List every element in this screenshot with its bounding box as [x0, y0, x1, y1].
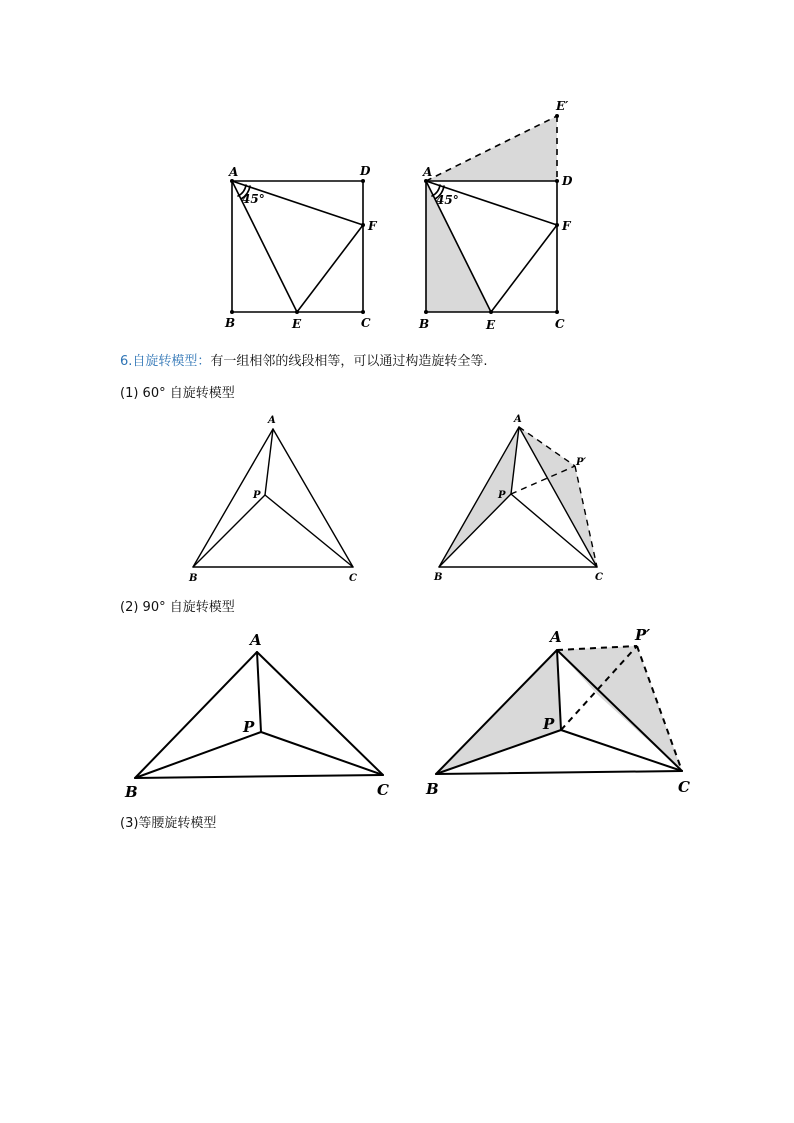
label-C: C — [377, 781, 389, 799]
label-A: A — [514, 414, 522, 425]
label-D: D — [360, 164, 371, 178]
label-F: F — [368, 219, 377, 233]
label-A: A — [250, 631, 262, 649]
label-A: A — [268, 415, 276, 426]
label-A: A — [229, 165, 239, 179]
label-C: C — [349, 573, 357, 584]
label-E-prime: E′ — [556, 99, 569, 113]
label-C: C — [595, 572, 603, 583]
label-C: C — [555, 317, 565, 331]
label-C: C — [678, 778, 690, 796]
label-F: F — [562, 219, 571, 233]
label-B: B — [434, 572, 443, 583]
label-P: P — [543, 715, 555, 733]
item-2-heading: (2) 90° 自旋转模型 — [120, 600, 235, 615]
label-B: B — [189, 573, 198, 584]
label-E: E — [292, 317, 302, 331]
label-P-prime: P′ — [576, 457, 587, 468]
label-D: D — [562, 174, 573, 188]
label-P: P — [253, 490, 261, 501]
label-B: B — [125, 783, 138, 801]
label-P: P — [243, 718, 255, 736]
label-A: A — [550, 628, 562, 646]
label-B: B — [426, 780, 439, 798]
angle-label: 45° — [242, 192, 265, 206]
item-3-heading: (3)等腰旋转模型 — [120, 816, 217, 831]
angle-label: 45° — [436, 193, 459, 207]
label-B: B — [419, 317, 430, 331]
label-P: P — [498, 490, 506, 501]
label-B: B — [225, 316, 236, 330]
label-A: A — [423, 165, 433, 179]
section-6-text: 有一组相邻的线段相等，可以通过构造旋转全等. — [210, 354, 488, 369]
label-P-prime: P′ — [635, 626, 651, 644]
label-E: E — [486, 318, 496, 332]
label-C: C — [361, 316, 371, 330]
item-1-heading: (1) 60° 自旋转模型 — [120, 386, 235, 401]
section-6-prefix: 6.自旋转模型： — [120, 354, 211, 369]
